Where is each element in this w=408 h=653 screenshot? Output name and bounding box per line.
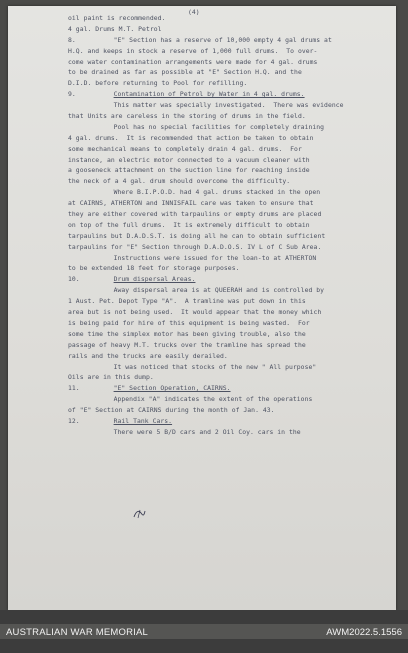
line-text: tarpaulins for "E" Section through D.A.D.O.S. IV L of C Sub Area. (68, 242, 322, 251)
line-text: This matter was specially investigated. There was evidence (113, 101, 344, 110)
document-line (68, 198, 390, 209)
document-line (68, 24, 390, 35)
document-line (68, 122, 390, 133)
paragraph-number: 10. (68, 275, 80, 284)
archive-footer (0, 610, 408, 653)
line-text: some time the simplex motor has been giving trouble, also the (68, 329, 306, 338)
line-text: "E" Section has a reserve of 10,000 empty 4 gal drums at (113, 35, 332, 44)
document-line (68, 133, 390, 144)
line-text: H.Q. and keeps in stock a reserve of 1,000 full drums. To over- (68, 46, 318, 55)
line-text: the neck of a 4 gal. drum should overcome the difficulty. (68, 177, 291, 186)
document-line (68, 285, 390, 296)
document-line (68, 111, 390, 122)
document-line (68, 242, 390, 253)
paragraph-number: 12. (68, 416, 80, 425)
document-line (68, 176, 390, 187)
handwritten-correction-mark (132, 509, 146, 519)
document-line (68, 318, 390, 329)
line-text: 4 gal. drums. It is recommended that action be taken to obtain (68, 133, 314, 142)
line-text: 4 gal. Drums M.T. Petrol (68, 24, 162, 33)
document-line (68, 263, 390, 274)
line-text: some mechanical means to completely drain 4 gal. drums. For (68, 144, 302, 153)
document-line (68, 405, 390, 416)
document-text (68, 13, 390, 438)
line-text: on top of the full drums. It is extremely difficult to obtain (68, 220, 310, 229)
document-line (68, 274, 390, 285)
document-line (68, 383, 390, 394)
document-line (68, 144, 390, 155)
document-line (68, 351, 390, 362)
paragraph-number: 11. (68, 384, 80, 393)
document-line (68, 100, 390, 111)
document-line (68, 165, 390, 176)
line-text: 1 Aust. Pet. Depot Type "A". A tramline was put down in this (68, 297, 306, 306)
line-text: is being paid for hire of this equipment is being wasted. For (68, 318, 310, 327)
section-heading: "E" Section Operation, CAIRNS. (113, 384, 231, 393)
line-text: rails and the trucks are easily derailed. (68, 351, 228, 360)
document-line (68, 372, 390, 383)
line-text: they are either covered with tarpaulins or empty drums are placed (68, 210, 322, 219)
line-text: Appendix "A" indicates the extent of the operations (113, 395, 313, 404)
document-line (68, 307, 390, 318)
document-line (68, 329, 390, 340)
document-line (68, 427, 390, 438)
line-text: It was noticed that stocks of the new " All purpose" (113, 362, 317, 371)
section-heading: Rail Tank Cars. (113, 416, 173, 425)
line-text: to be drained as far as possible at "E" Section H.Q. and the (68, 68, 302, 77)
line-text: Away dispersal area is at QUEERAH and is controlled by (113, 286, 325, 295)
document-line (68, 35, 390, 46)
document-line (68, 416, 390, 427)
document-line (68, 296, 390, 307)
line-text: of "E" Section at CAIRNS during the month of Jan. 43. (68, 406, 275, 415)
document-line (68, 209, 390, 220)
paragraph-number: 8. (68, 35, 76, 44)
document-line (68, 155, 390, 166)
line-text: that Units are careless in the storing of drums in the field. (68, 112, 306, 121)
line-text: D.I.D. before returning to Pool for refilling. (68, 79, 248, 88)
line-text: come water contamination arrangements were made for 4 gal. drums (68, 57, 318, 66)
page-number: (4) (188, 8, 200, 16)
line-text: area but is not being used. It would appear that the money which (68, 308, 322, 317)
document-line (68, 187, 390, 198)
document-line (68, 78, 390, 89)
document-line (68, 57, 390, 68)
document-line (68, 89, 390, 100)
document-line (68, 362, 390, 373)
line-text: passage of heavy M.T. trucks over the tramline has spread the (68, 340, 306, 349)
line-text: a gooseneck attachment on the suction line for reaching inside (68, 166, 310, 175)
document-line (68, 67, 390, 78)
line-text: Pool has no special facilities for completely draining (113, 122, 325, 131)
section-heading: Contamination of Petrol by Water in 4 gal. drums. (113, 90, 305, 99)
line-text: tarpaulins but D.A.D.S.T. is doing all he can to obtain sufficient (68, 231, 326, 240)
line-text: There were 5 B/D cars and 2 Oil Coy. cars in the (113, 427, 301, 436)
line-text: instance, an electric motor connected to a vacuum cleaner with (68, 155, 310, 164)
line-text: to be extended 18 feet for storage purposes. (68, 264, 240, 273)
document-line (68, 340, 390, 351)
document-line (68, 231, 390, 242)
document-line (68, 220, 390, 231)
line-text: Where B.I.P.O.D. had 4 gal. drums stacked in the open (113, 188, 321, 197)
line-text: Instructions were issued for the loan-to at ATHERTON (113, 253, 317, 262)
document-page (8, 6, 396, 610)
line-text: Oils are in this dump. (68, 373, 154, 382)
archive-credit: AUSTRALIAN WAR MEMORIAL (6, 627, 149, 638)
section-heading: Drum dispersal Areas. (113, 275, 196, 284)
line-text: oil paint is recommended. (68, 14, 166, 22)
paragraph-number: 9. (68, 90, 76, 99)
document-line (68, 253, 390, 264)
accession-number: AWM2022.5.1556 (326, 627, 402, 638)
document-line (68, 13, 390, 24)
document-line (68, 394, 390, 405)
line-text: at CAIRNS, ATHERTON and INNISFAIL care was taken to ensure that (68, 199, 314, 208)
document-line (68, 46, 390, 57)
